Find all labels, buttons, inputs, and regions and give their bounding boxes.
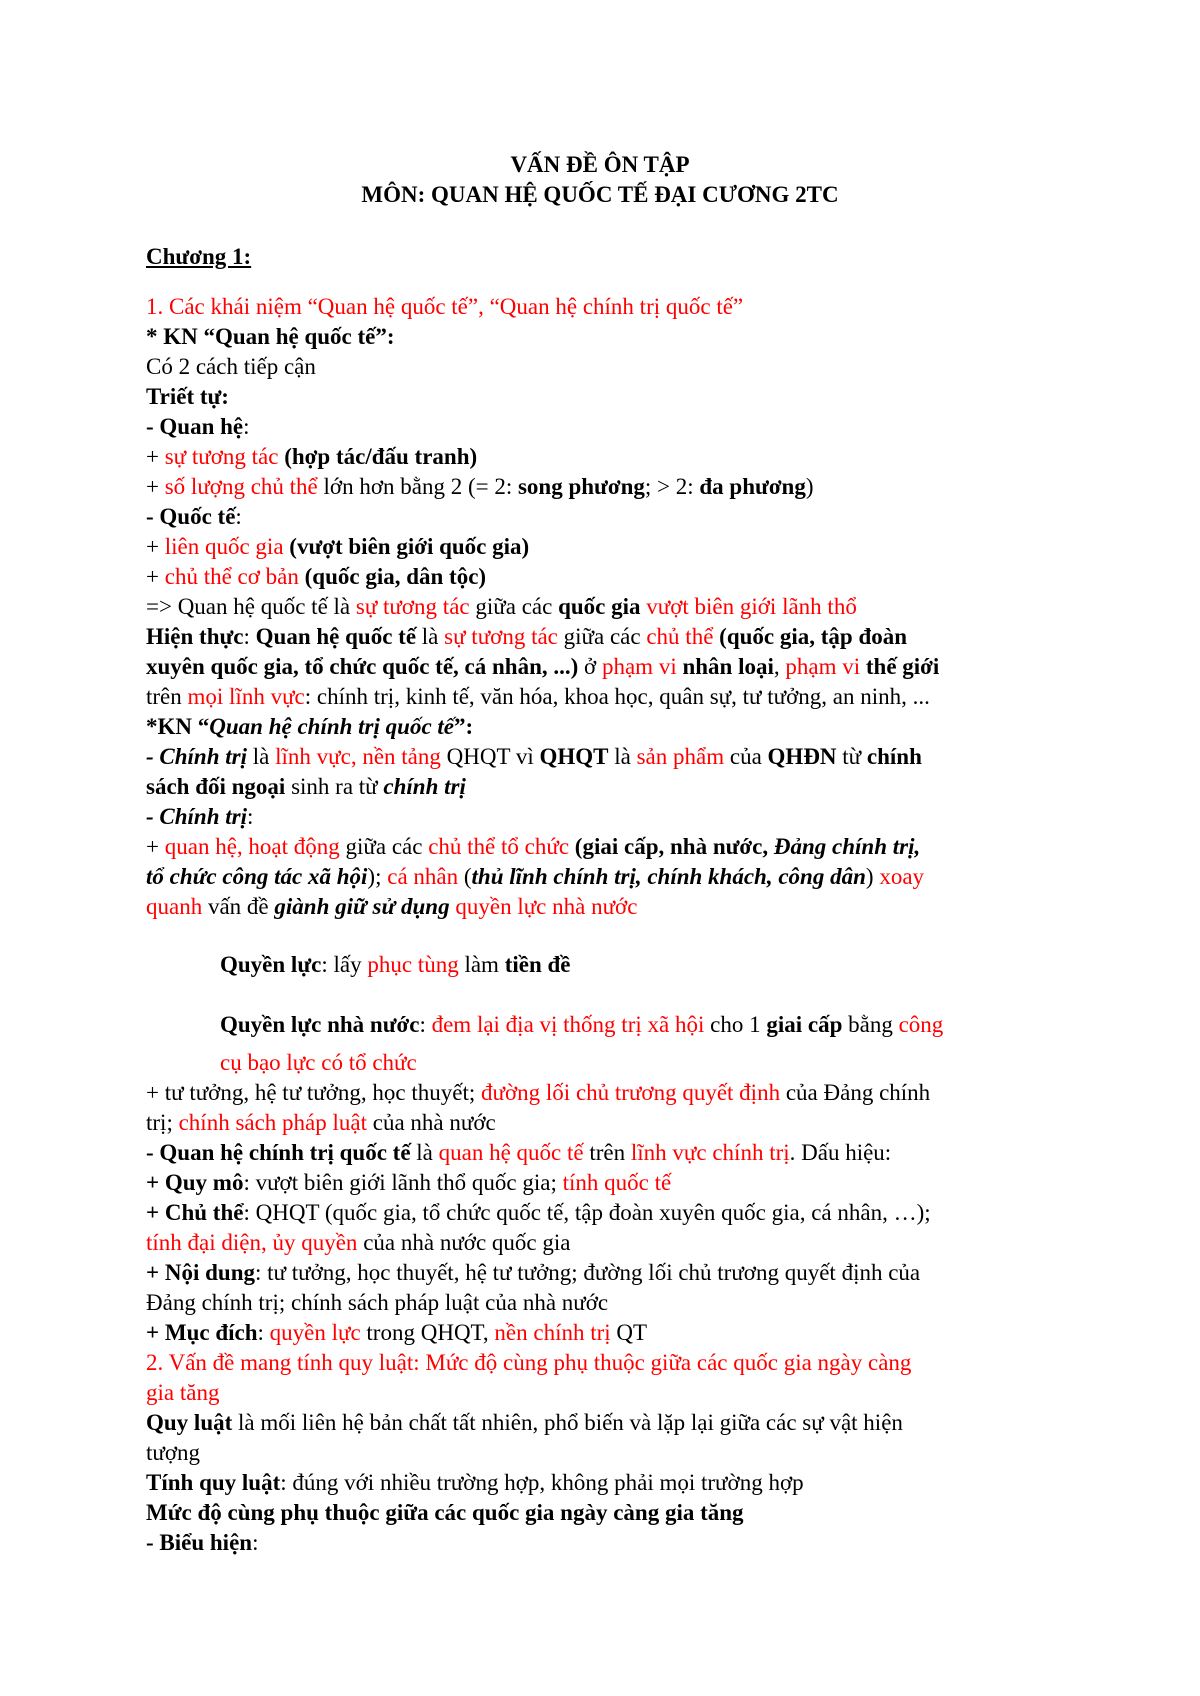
highlighted-text: cụ bạo lực có tổ chức — [220, 1050, 417, 1075]
text-line — [146, 772, 466, 802]
text-line — [146, 352, 316, 382]
highlighted-text: chủ thể cơ bản — [164, 564, 299, 589]
highlighted-text: công — [898, 1012, 944, 1037]
text-span: => Quan hệ quốc tế là — [146, 594, 356, 619]
highlighted-text: tính đại diện, ủy quyền — [146, 1230, 358, 1255]
text-span: là — [416, 624, 445, 649]
text-span: : QHQT (quốc gia, tổ chức quốc tế, tập đoàn xuyên quốc gia, cá nhân, …); — [243, 1200, 931, 1225]
text-span: sinh ra từ — [285, 774, 384, 799]
highlighted-text: đem lại địa vị thống trị xã hội — [431, 1012, 705, 1037]
text-span: giữa các — [557, 624, 647, 649]
text-span: giành giữ sử dụng — [274, 894, 450, 919]
highlighted-text: 1. Các khái niệm “Quan hệ quốc tế”, “Quan hệ chính trị quốc tế” — [146, 294, 744, 319]
text-span: ( — [458, 864, 472, 889]
text-span: : — [247, 804, 254, 829]
text-span: Quyền lực nhà nước — [220, 1012, 420, 1037]
text-line — [146, 1498, 744, 1528]
text-line — [146, 592, 857, 622]
text-span: Mức độ cùng phụ thuộc giữa các quốc gia ngày càng gia tăng — [146, 1500, 744, 1525]
text-line — [146, 322, 395, 352]
text-span: Đảng chính trị; chính sách pháp luật của nhà nước — [146, 1290, 609, 1315]
text-span: giai cấp — [766, 1012, 843, 1037]
text-span: + tư tưởng, hệ tư tưởng, học thuyết; — [146, 1080, 482, 1105]
text-span: của nhà nước — [367, 1110, 496, 1135]
highlighted-text: quan hệ, hoạt động — [164, 834, 340, 859]
text-span: : — [243, 624, 256, 649]
text-span: Quan hệ quốc tế — [255, 624, 417, 649]
text-span: vấn đề — [202, 894, 275, 919]
text-span: ; > 2: — [644, 474, 700, 499]
text-span: : — [419, 1012, 432, 1037]
text-span: giữa các — [469, 594, 559, 619]
text-span: cho 1 — [704, 1012, 767, 1037]
text-span: Quy luật — [146, 1410, 233, 1435]
text-span: ở — [578, 654, 602, 679]
text-span: trên — [583, 1140, 631, 1165]
text-span: + Quy mô — [146, 1170, 244, 1195]
text-line — [146, 1468, 804, 1498]
text-line — [146, 562, 486, 592]
text-span: lớn hơn bằng 2 (= 2: — [317, 474, 518, 499]
highlighted-text: số lượng chủ thể — [164, 474, 318, 499]
highlighted-text: vượt biên giới lãnh thổ — [646, 594, 857, 619]
text-span: Quyền lực — [220, 952, 322, 977]
text-line — [146, 442, 477, 472]
text-span: đa phương — [699, 474, 806, 499]
text-line — [146, 802, 253, 832]
text-span: trị; — [146, 1110, 179, 1135]
text-line — [146, 1408, 903, 1438]
text-line — [146, 1288, 608, 1318]
highlighted-text: đường lối chủ trương quyết định — [481, 1080, 781, 1105]
text-line — [146, 1258, 920, 1288]
text-span: + — [146, 834, 165, 859]
highlighted-text: quan hệ quốc tế — [438, 1140, 584, 1165]
text-span: (vượt biên giới quốc gia) — [283, 534, 530, 559]
text-line — [146, 1168, 671, 1198]
text-span: - Chính trị — [146, 804, 247, 829]
text-line — [220, 1048, 417, 1078]
text-line — [146, 1318, 647, 1348]
text-span: chính trị — [383, 774, 466, 799]
text-span: : — [257, 1320, 270, 1345]
text-line — [146, 652, 939, 682]
text-span: sách đối ngoại — [146, 774, 286, 799]
highlighted-text: mọi lĩnh vực — [187, 684, 305, 709]
text-span: tiền đề — [504, 952, 571, 977]
highlighted-text: chủ thể — [646, 624, 714, 649]
text-span: trong QHQT, — [360, 1320, 495, 1345]
text-span: Đảng chính trị, — [773, 834, 921, 859]
text-span: : — [252, 1530, 259, 1555]
text-span: + — [146, 534, 165, 559]
text-span: : vượt biên giới lãnh thổ quốc gia; — [243, 1170, 563, 1195]
text-span: , — [773, 654, 786, 679]
text-span: là mối liên hệ bản chất tất nhiên, phổ biến và lặp lại giữa các sự vật hiện — [232, 1410, 903, 1435]
highlighted-text: lĩnh vực, nền tảng — [275, 744, 441, 769]
text-line — [146, 1378, 219, 1408]
text-span: : — [235, 504, 242, 529]
highlighted-text: gia tăng — [146, 1380, 220, 1405]
text-span: - Chính trị — [146, 744, 247, 769]
text-line — [220, 1010, 943, 1040]
highlighted-text: sản phẩm — [636, 744, 725, 769]
text-line — [146, 502, 242, 532]
highlighted-text: cá nhân — [387, 864, 459, 889]
highlighted-text: phục tùng — [367, 952, 459, 977]
text-span: ) — [865, 864, 880, 889]
text-span: là — [247, 744, 276, 769]
text-span: : đúng với nhiều trường hợp, không phải mọi trường hợp — [280, 1470, 804, 1495]
text-line — [146, 1348, 911, 1378]
text-span: : tư tưởng, học thuyết, hệ tư tưởng; đường lối chủ trương quyết định của — [254, 1260, 921, 1285]
text-span: - Quan hệ — [146, 414, 244, 439]
text-span: của Đảng chính — [780, 1080, 931, 1105]
text-line — [146, 832, 920, 862]
text-line — [146, 532, 529, 562]
highlighted-text: phạm vi — [785, 654, 861, 679]
highlighted-text: xoay — [879, 864, 925, 889]
text-span: - Quan hệ chính trị quốc tế — [146, 1140, 411, 1165]
text-span: nhân loại — [676, 654, 774, 679]
highlighted-text: 2. Vấn đề mang tính quy luật: Mức độ cùng phụ thuộc giữa các quốc gia ngày càng — [146, 1350, 912, 1375]
text-span: là — [410, 1140, 439, 1165]
text-span: trên — [146, 684, 188, 709]
text-span: song phương — [517, 474, 645, 499]
text-line — [146, 412, 250, 442]
text-span: từ — [836, 744, 867, 769]
highlighted-text: tính quốc tế — [562, 1170, 672, 1195]
text-span: bằng — [842, 1012, 899, 1037]
text-span: Tính quy luật — [146, 1470, 281, 1495]
text-line — [146, 892, 637, 922]
highlighted-text: lĩnh vực chính trị — [630, 1140, 790, 1165]
highlighted-text: chính sách pháp luật — [178, 1110, 368, 1135]
text-span: tượng — [146, 1440, 201, 1465]
text-line — [146, 712, 473, 742]
text-span: QT — [610, 1320, 648, 1345]
text-span: của — [724, 744, 768, 769]
highlighted-text: quyền lực — [269, 1320, 361, 1345]
text-span: : — [243, 414, 250, 439]
text-span: : lấy — [321, 952, 368, 977]
text-span: (hợp tác/đấu tranh) — [278, 444, 478, 469]
text-span: xuyên quốc gia, tổ chức quốc tế, cá nhân, ...) — [146, 654, 579, 679]
text-line — [146, 1108, 496, 1138]
highlighted-text: quyền lực nhà nước — [455, 894, 638, 919]
document-title: VẤN ĐỀ ÔN TẬP — [510, 152, 690, 177]
text-span: : chính trị, kinh tế, văn hóa, khoa học, quân sự, tư tưởng, an ninh, ... — [304, 684, 930, 709]
highlighted-text: nền chính trị — [494, 1320, 611, 1345]
text-line — [146, 1528, 258, 1558]
text-line — [146, 862, 924, 892]
text-line — [146, 1228, 570, 1258]
text-span: Có 2 cách tiếp cận — [146, 354, 316, 379]
text-line — [146, 1138, 891, 1168]
highlighted-text: quanh — [146, 894, 203, 919]
highlighted-text: sự tương tác — [355, 594, 470, 619]
text-span: + — [146, 564, 165, 589]
text-span: ”: — [454, 714, 474, 739]
highlighted-text: chủ thể tổ chức — [428, 834, 570, 859]
text-span: + Mục đích — [146, 1320, 258, 1345]
highlighted-text: phạm vi — [601, 654, 677, 679]
text-line — [146, 682, 930, 712]
text-span: (quốc gia, tập đoàn — [713, 624, 908, 649]
text-line — [146, 742, 922, 772]
text-span: quốc gia — [558, 594, 641, 619]
text-span: QHĐN — [767, 744, 837, 769]
text-span: ); — [367, 864, 388, 889]
text-span: là — [608, 744, 637, 769]
text-span: thế giới — [860, 654, 940, 679]
text-span: ) — [805, 474, 814, 499]
text-line — [146, 472, 814, 502]
text-span: . Dấu hiệu: — [789, 1140, 892, 1165]
chapter-heading: Chương 1: — [146, 244, 252, 269]
text-line — [146, 382, 229, 412]
text-span: *KN “ — [146, 714, 210, 739]
highlighted-text: liên quốc gia — [164, 534, 284, 559]
text-span: QHQT — [539, 744, 609, 769]
text-span: QHQT vì — [440, 744, 540, 769]
text-span: - Quốc tế — [146, 504, 236, 529]
text-span: * KN “Quan hệ quốc tế”: — [146, 324, 395, 349]
text-span: tổ chức công tác xã hội — [146, 864, 368, 889]
text-span: + — [146, 474, 165, 499]
text-line — [146, 1078, 930, 1108]
text-span: (giai cấp, nhà nước, — [569, 834, 774, 859]
text-span: - Biểu hiện — [146, 1530, 253, 1555]
text-span: + Nội dung — [146, 1260, 255, 1285]
text-span: + — [146, 444, 165, 469]
text-line — [146, 1198, 931, 1228]
text-span: (quốc gia, dân tộc) — [298, 564, 487, 589]
text-line — [220, 950, 571, 980]
text-span: Triết tự: — [146, 384, 229, 409]
highlighted-text: sự tương tác — [164, 444, 279, 469]
text-span: chính — [866, 744, 922, 769]
text-span: làm — [458, 952, 505, 977]
text-span: + Chủ thể — [146, 1200, 244, 1225]
text-span: Quan hệ chính trị quốc tế — [209, 714, 454, 739]
text-line — [146, 1438, 200, 1468]
text-span: thủ lĩnh chính trị, chính khách, công dân — [471, 864, 866, 889]
document-subtitle: MÔN: QUAN HỆ QUỐC TẾ ĐẠI CƯƠNG 2TC — [361, 182, 839, 207]
text-span: giữa các — [339, 834, 429, 859]
text-line — [146, 622, 907, 652]
text-span: Hiện thực — [146, 624, 244, 649]
text-line — [146, 292, 743, 322]
text-span: của nhà nước quốc gia — [357, 1230, 571, 1255]
highlighted-text: sự tương tác — [444, 624, 558, 649]
